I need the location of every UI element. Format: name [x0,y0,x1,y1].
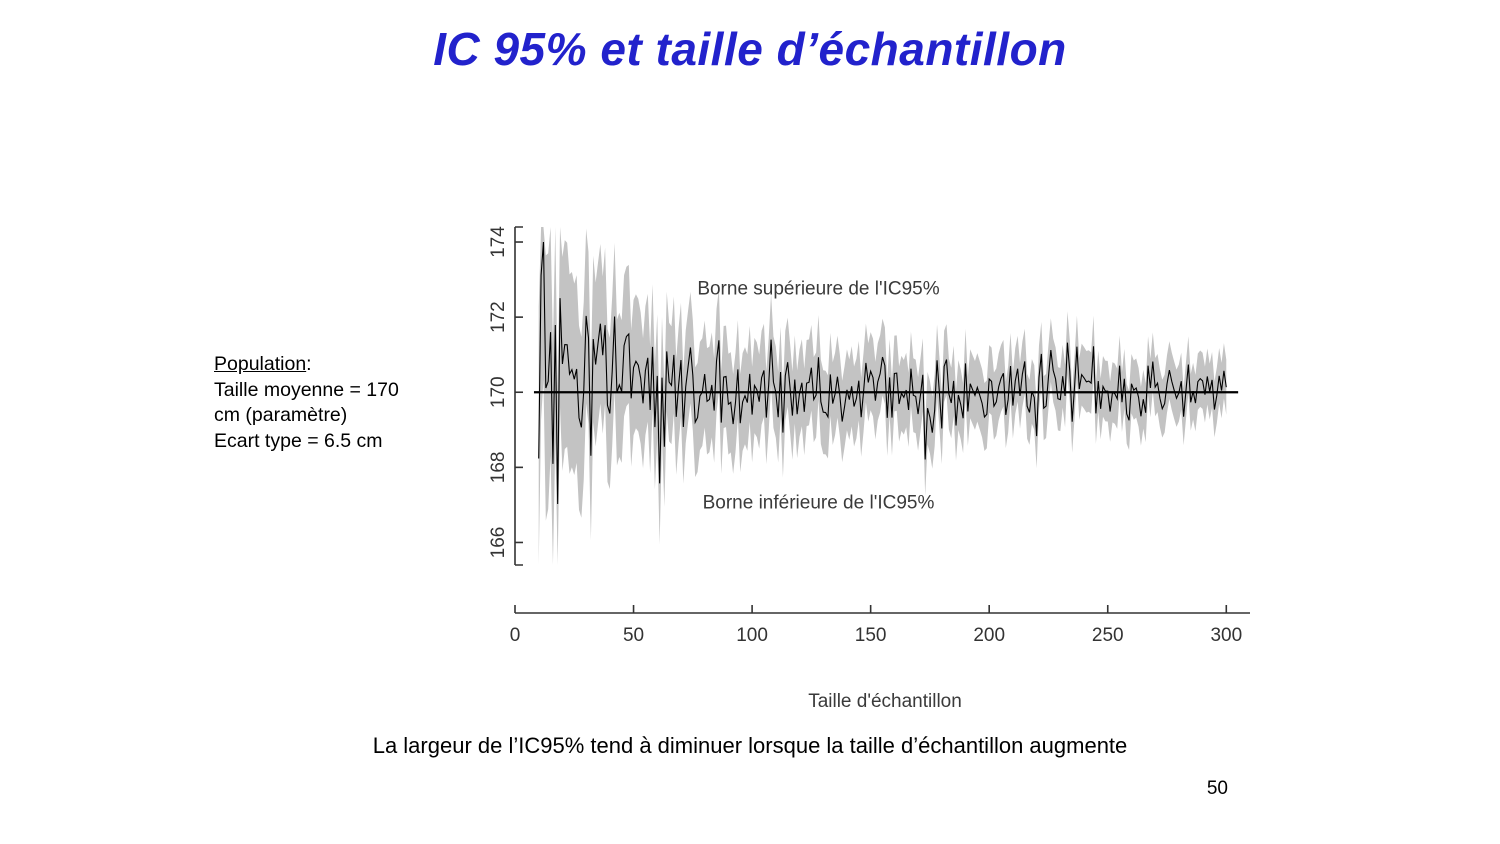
svg-text:50: 50 [622,625,645,646]
population-note-heading: Population [214,353,307,375]
svg-text:200: 200 [973,625,1006,646]
svg-text:172: 172 [488,301,510,333]
population-note-line3: Ecart type = 6.5 cm [214,430,383,453]
svg-text:250: 250 [1091,625,1124,646]
page-title: IC 95% et taille d’échantillon [433,23,1067,75]
chart-svg [455,195,1255,735]
population-note [214,352,464,455]
x-axis-tick-labels [510,625,1242,646]
y-axis-tick-labels [488,226,509,559]
svg-text:168: 168 [488,451,510,484]
svg-text:300: 300 [1210,625,1243,646]
ci-width-vs-sample-size-chart [455,195,1255,735]
page-number: 50 [1206,778,1228,799]
chart-annotation-1: Borne supérieure de l'IC95% [697,278,940,300]
svg-text:166: 166 [488,526,510,559]
svg-text:100: 100 [736,625,768,646]
population-note-line2: cm (paramètre) [214,404,348,427]
y-axis [515,227,523,565]
chart-annotation-2: Borne inférieure de l'IC95% [702,492,935,514]
x-axis-title: Taille d'échantillon [808,691,962,712]
x-axis-ticks [515,605,1226,613]
svg-text:170: 170 [488,376,510,409]
population-note-line1: Taille moyenne = 170 [214,378,399,401]
svg-text:150: 150 [854,625,887,646]
svg-text:174: 174 [488,226,510,258]
population-note-heading-suffix: : [306,353,312,375]
slide-caption: La largeur de l’IC95% tend à diminuer lorsque la taille d’échantillon augmente [372,733,1128,758]
svg-text:0: 0 [509,625,521,646]
y-axis-ticks [515,242,523,542]
